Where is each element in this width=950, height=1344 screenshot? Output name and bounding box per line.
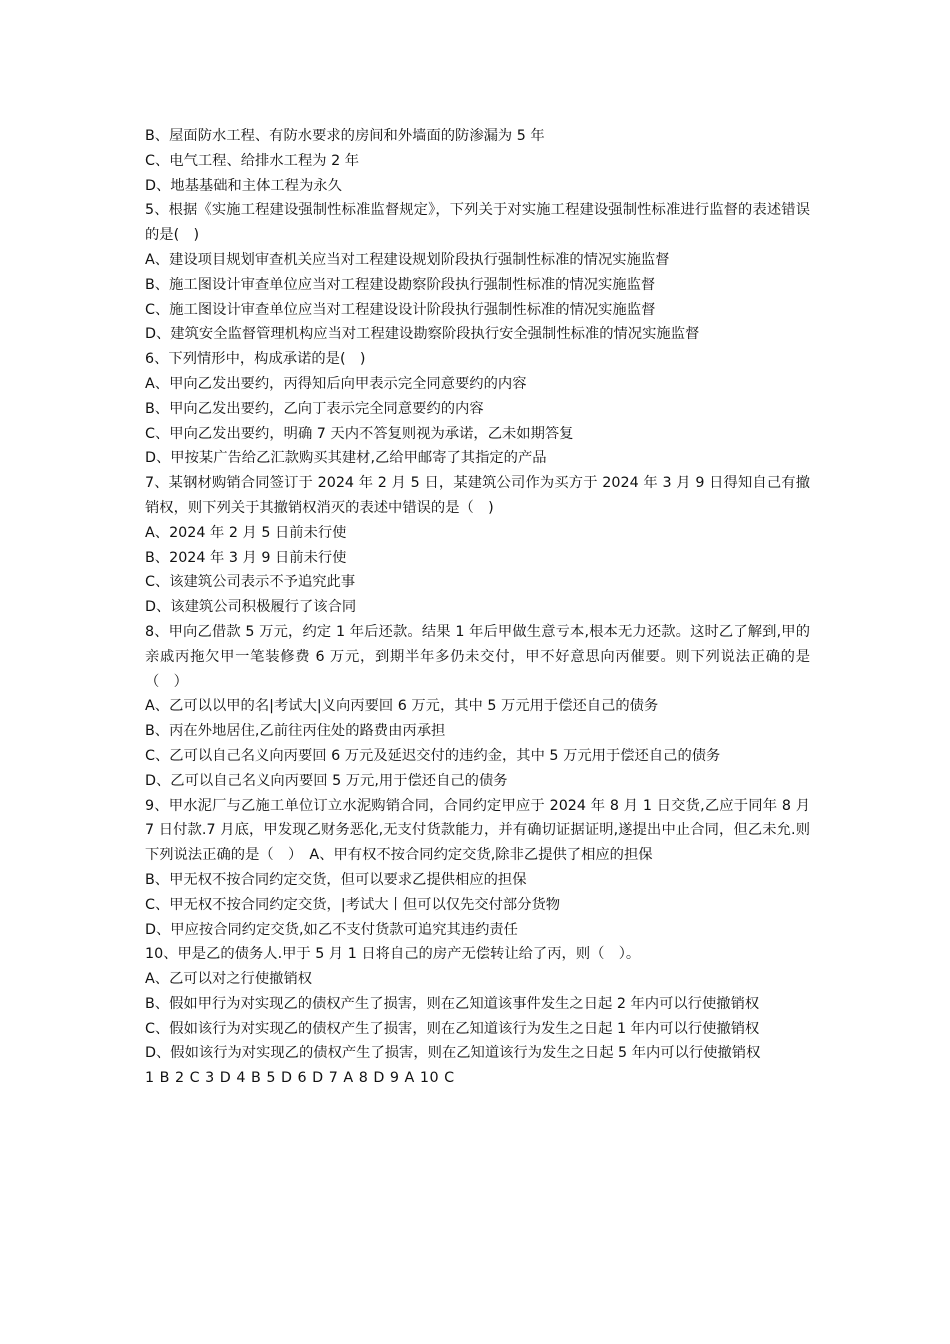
text-line: 8、甲向乙借款 5 万元，约定 1 年后还款。结果 1 年后甲做生意亏本,根本无力还款。这时乙了解到,甲的亲戚丙拖欠甲一笔装修费 6 万元，到期半年多仍未交付，甲不好意思向丙催要。则下列说法正确的是（ ） <box>145 623 810 690</box>
answer-key: 1 B 2 C 3 D 4 B 5 D 6 D 7 A 8 D 9 A 10 C <box>145 1070 455 1087</box>
text-line: B、2024 年 3 月 9 日前未行使 <box>145 549 347 566</box>
question-list <box>145 124 810 1066</box>
text-line: C、乙可以自己名义向丙要回 6 万元及延迟交付的违约金，其中 5 万元用于偿还自己的债务 <box>145 747 721 764</box>
text-line: C、电气工程、给排水工程为 2 年 <box>145 152 360 169</box>
document-page <box>145 124 810 1091</box>
text-line: B、屋面防水工程、有防水要求的房间和外墙面的防渗漏为 5 年 <box>145 128 545 144</box>
text-line: D、该建筑公司积极履行了该合同 <box>145 599 357 616</box>
text-line: A、乙可以以甲的名|考试大|义向丙要回 6 万元，其中 5 万元用于偿还自己的债务 <box>145 698 659 715</box>
text-line: C、施工图设计审查单位应当对工程建设设计阶段执行强制性标准的情况实施监督 <box>145 301 656 318</box>
text-line: A、建设项目规划审查机关应当对工程建设规划阶段执行强制性标准的情况实施监督 <box>145 251 670 268</box>
text-line: A、甲向乙发出要约，丙得知后向甲表示完全同意要约的内容 <box>145 375 527 392</box>
text-line: B、施工图设计审查单位应当对工程建设勘察阶段执行强制性标准的情况实施监督 <box>145 276 656 293</box>
text-line: B、丙在外地居住,乙前往丙住处的路费由丙承担 <box>145 723 446 740</box>
text-line: C、甲无权不按合同约定交货，|考试大丨但可以仅先交付部分货物 <box>145 896 561 913</box>
text-line: D、甲按某广告给乙汇款购买其建材,乙给甲邮寄了其指定的产品 <box>145 450 547 467</box>
text-line: 5、根据《实施工程建设强制性标准监督规定》，下列关于对实施工程建设强制性标准进行监督的表述错误的是( ) <box>145 202 810 244</box>
text-line: D、甲应按合同约定交货,如乙不支付货款可追究其违约责任 <box>145 921 518 938</box>
text-line: C、假如该行为对实现乙的债权产生了损害，则在乙知道该行为发生之日起 1 年内可以行使撤销权 <box>145 1020 760 1037</box>
text-line: D、建筑安全监督管理机构应当对工程建设勘察阶段执行安全强制性标准的情况实施监督 <box>145 326 700 343</box>
text-line: D、乙可以自己名义向丙要回 5 万元,用于偿还自己的债务 <box>145 772 508 789</box>
text-line: B、假如甲行为对实现乙的债权产生了损害，则在乙知道该事件发生之日起 2 年内可以行使撤销权 <box>145 995 760 1012</box>
text-line: D、假如该行为对实现乙的债权产生了损害，则在乙知道该行为发生之日起 5 年内可以行使撤销权 <box>145 1045 761 1062</box>
text-line: A、2024 年 2 月 5 日前未行使 <box>145 524 347 541</box>
text-line: 7、某钢材购销合同签订于 2024 年 2 月 5 日，某建筑公司作为买方于 2024 年 3 月 9 日得知自己有撤销权，则下列关于其撤销权消灭的表述中错误的是（ ) <box>145 475 810 516</box>
text-line: A、乙可以对之行使撤销权 <box>145 971 313 988</box>
text-line: D、地基基础和主体工程为永久 <box>145 177 342 194</box>
text-line: 10、甲是乙的债务人.甲于 5 月 1 日将自己的房产无偿转让给了丙，则（ ）。 <box>145 946 641 963</box>
text-line: 9、甲水泥厂与乙施工单位订立水泥购销合同，合同约定甲应于 2024 年 8 月 1 日交货,乙应于同年 8 月 7 日付款.7 月底，甲发现乙财务恶化,无支付货款能力，并有确切证据证明,遂提出中止合同，但乙未允.则下列说法正确的是（ ） A、甲有权不按合同约定交货,除非乙提供了相应的担保 <box>145 797 810 864</box>
text-line: C、该建筑公司表示不予追究此事 <box>145 574 356 591</box>
text-line: B、甲向乙发出要约，乙向丁表示完全同意要约的内容 <box>145 400 484 417</box>
text-line: B、甲无权不按合同约定交货，但可以要求乙提供相应的担保 <box>145 871 527 888</box>
text-line: 6、下列情形中，构成承诺的是( ) <box>145 351 366 368</box>
text-line: C、甲向乙发出要约，明确 7 天内不答复则视为承诺，乙未如期答复 <box>145 425 574 442</box>
